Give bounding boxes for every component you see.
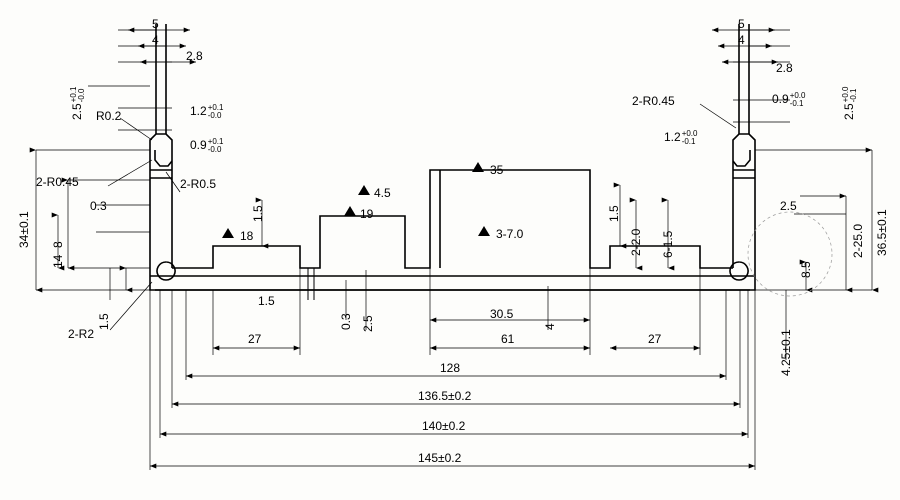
dim-right-36p5: 36.5±0.1 [875, 209, 889, 256]
dim-top-right-1p2-group [664, 130, 697, 146]
dim-interior-3-7p0: 3-7.0 [496, 227, 524, 241]
dim-bottom-145: 145±0.2 [418, 451, 462, 465]
dim-bottom-27-left: 27 [248, 332, 262, 346]
dim-bottom-27-right: 27 [648, 332, 662, 346]
dim-r0p2: R0.2 [96, 109, 122, 123]
dim-interior-4p5: 4.5 [374, 186, 391, 200]
dim-right-6-1p5: 6-1.5 [661, 230, 675, 258]
dim-bottom-128: 128 [440, 361, 461, 375]
dim-top-left-5: 5 [152, 17, 159, 31]
dim-right-2-2p0: 2-2.0 [629, 228, 643, 256]
dim-top-right-0p9-group [772, 92, 805, 108]
dim-top-right-4: 4 [738, 33, 745, 47]
dim-top-left-0p9: 0.9 [190, 138, 207, 153]
dim-top-right-2p5: 2.5 [842, 103, 857, 120]
profile-outline [150, 24, 755, 300]
dim-interior-2p5: 2.5 [361, 315, 375, 332]
tolerance-0p9: +0.1 -0.0 [207, 137, 224, 154]
dim-top-right-2-r0p45: 2-R0.45 [632, 94, 675, 108]
dim-bottom-61: 61 [501, 332, 515, 346]
dim-left-1p5-lower: 1.5 [97, 313, 111, 330]
dim-top-right-2p8: 2.8 [776, 61, 793, 75]
surface-finish-triangle-19 [344, 206, 356, 216]
dim-left-2-r0p45: 2-R0.45 [36, 175, 79, 189]
dim-top-right-5: 5 [738, 17, 745, 31]
tolerance-2p5: +0.1 -0.0 [69, 86, 86, 103]
dim-bottom-136p5: 136.5±0.2 [418, 389, 472, 403]
dim-left-2-r0p5: 2-R0.5 [180, 177, 217, 191]
dim-top-left-2p5-group [70, 87, 86, 120]
dim-top-left-2p8: 2.8 [186, 49, 203, 63]
dim-interior-0p3: 0.3 [339, 313, 353, 330]
dim-left-2-r2: 2-R2 [68, 327, 95, 341]
dim-left-1p5: 1.5 [251, 205, 265, 222]
dim-left-0p3: 0.3 [90, 199, 107, 213]
dim-left-8: 8 [51, 241, 65, 248]
dim-top-left-2p5: 2.5 [70, 103, 85, 120]
dim-top-right-2p5-group [842, 87, 858, 120]
dim-right-2p5: 2.5 [780, 199, 797, 213]
surface-finish-triangle-3-7p0 [478, 226, 490, 236]
dim-right-1p5: 1.5 [607, 205, 621, 222]
tolerance-0p9-right: +0.0 -0.1 [789, 91, 806, 108]
dim-top-left-1p2-group [190, 104, 223, 120]
dim-bottom-140: 140±0.2 [422, 419, 466, 433]
dim-interior-18: 18 [240, 229, 254, 243]
surface-finish-triangle-35 [472, 162, 484, 172]
dim-top-left-1p2: 1.2 [190, 104, 207, 119]
dim-interior-1p5: 1.5 [258, 294, 275, 308]
dim-left-34: 34±0.1 [17, 211, 31, 248]
dim-right-2-25p0: 2-25.0 [851, 223, 865, 258]
dim-top-right-1p2: 1.2 [664, 130, 681, 145]
surface-finish-triangle-18 [222, 228, 234, 238]
surface-finish-triangle-4p5 [358, 185, 370, 195]
dim-top-right-0p9: 0.9 [772, 92, 789, 107]
tolerance-1p2: +0.1 -0.0 [207, 103, 224, 120]
dim-interior-35: 35 [490, 163, 504, 177]
dim-interior-4: 4 [543, 323, 557, 330]
dim-right-4p25: 4.25±0.1 [779, 329, 793, 376]
dim-top-left-0p9-group [190, 138, 223, 154]
dim-right-8p5: 8.5 [799, 261, 813, 278]
dim-interior-30p5: 30.5 [490, 307, 514, 321]
tolerance-1p2-right: +0.0 -0.1 [681, 129, 698, 146]
dimension-lines [36, 30, 872, 470]
dim-top-left-4: 4 [152, 33, 159, 47]
tolerance-2p5-right: +0.0 -0.1 [841, 86, 858, 103]
dim-left-14: 14 [51, 254, 65, 268]
dim-interior-19: 19 [360, 207, 374, 221]
